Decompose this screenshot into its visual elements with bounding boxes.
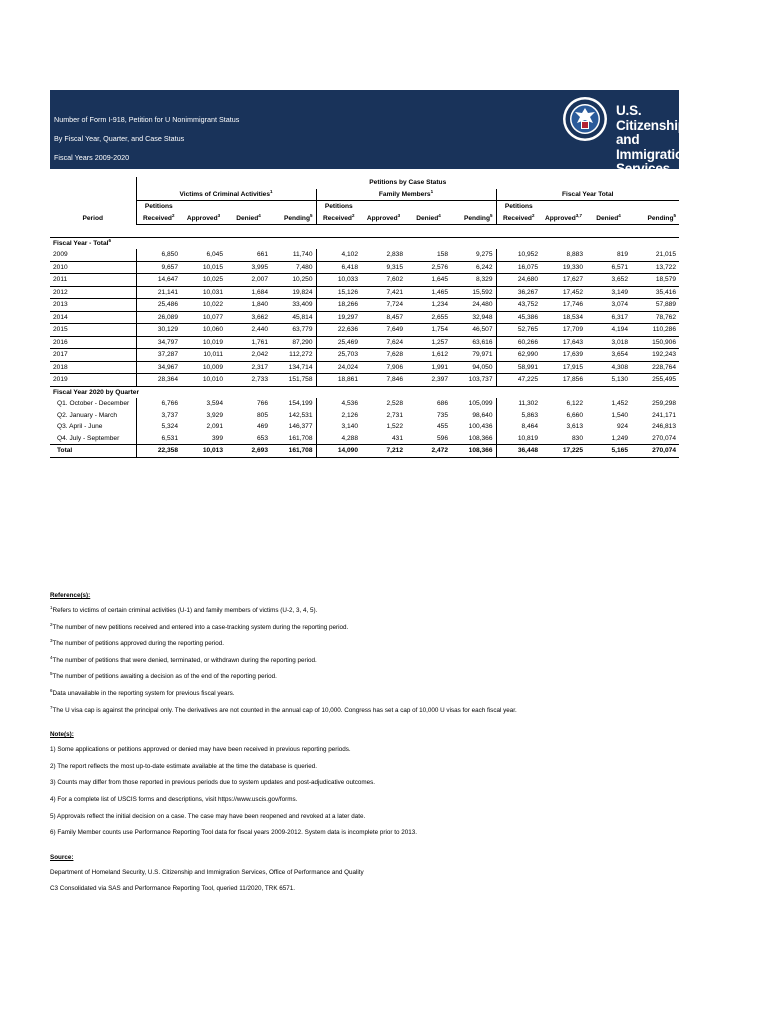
year-row — [50, 299, 679, 312]
value-cell: 1,761 — [226, 336, 271, 349]
title-line-1: Number of Form I-918, Petition for U Nonimmigrant Status — [54, 115, 240, 124]
report-title — [54, 110, 239, 167]
value-cell: 161,708 — [271, 445, 316, 458]
value-cell: 9,315 — [361, 261, 406, 274]
value-cell: 17,746 — [541, 299, 586, 312]
year-row — [50, 274, 679, 287]
value-cell: 6,418 — [316, 261, 361, 274]
value-cell: 17,627 — [541, 274, 586, 287]
section-fiscal-year-total: Fiscal Year - Total$^6$ — [53, 237, 111, 247]
value-cell: 1,645 — [406, 274, 451, 287]
total-body — [50, 445, 679, 458]
value-cell: 110,286 — [631, 324, 679, 337]
value-cell: 19,824 — [271, 286, 316, 299]
period-cell: 2012 — [50, 286, 136, 299]
col-approved: Approved$^3$ — [361, 213, 406, 225]
period-cell: Q3. April - June — [57, 423, 103, 431]
value-cell: 37,287 — [136, 349, 181, 362]
period-header: Period — [82, 215, 104, 222]
value-cell: 2,693 — [226, 445, 271, 458]
value-cell: 7,628 — [361, 349, 406, 362]
column-header-row-2 — [50, 213, 679, 225]
value-cell: 270,074 — [631, 445, 679, 458]
value-cell: 259,298 — [652, 400, 677, 408]
value-cell: 3,074 — [586, 299, 631, 312]
year-row — [50, 286, 679, 299]
period-cell: Q1. October - December — [57, 400, 130, 408]
value-cell: 17,639 — [541, 349, 586, 362]
value-cell: 24,024 — [316, 361, 361, 374]
spacer-row — [50, 225, 679, 238]
source-list — [50, 865, 679, 898]
value-cell: 10,015 — [181, 261, 226, 274]
value-cell: 17,856 — [541, 374, 586, 387]
value-cell: 10,031 — [181, 286, 226, 299]
value-cell: 4,194 — [586, 324, 631, 337]
value-cell: 24,480 — [451, 299, 496, 312]
source-item: Department of Homeland Security, U.S. Citizenship and Immigration Services, Office of Performance and Quality — [50, 868, 364, 876]
group-total: Fiscal Year Total — [496, 189, 679, 201]
value-cell: 8,457 — [361, 311, 406, 324]
reference-item: $^4$The number of petitions that were denied, terminated, or withdrawn during the reporting period. — [50, 654, 317, 664]
note-item: 1) Some applications or petitions approved or denied may have been received in previous reporting periods. — [50, 746, 351, 754]
value-cell: 151,758 — [271, 374, 316, 387]
value-cell: 150,906 — [631, 336, 679, 349]
super-header-row — [50, 177, 679, 189]
value-cell: 1,840 — [226, 299, 271, 312]
period-cell: 2016 — [50, 336, 136, 349]
value-cell: 25,486 — [136, 299, 181, 312]
value-cell: 399 — [211, 434, 223, 442]
value-cell: 7,212 — [361, 445, 406, 458]
period-cell: 2015 — [50, 324, 136, 337]
value-cell: 2,655 — [406, 311, 451, 324]
period-cell: Total — [50, 445, 136, 458]
value-cell: 2,528 — [386, 400, 403, 408]
value-cell: 15,592 — [451, 286, 496, 299]
value-cell: 9,275 — [451, 249, 496, 261]
value-cell: 6,850 — [136, 249, 181, 261]
value-cell: 686 — [436, 400, 448, 408]
col-header-line1: Petitions — [316, 201, 361, 213]
value-cell: 469 — [256, 423, 268, 431]
group-victims: Victims of Criminal Activities$^1$ — [136, 189, 316, 201]
value-cell: 8,883 — [541, 249, 586, 261]
value-cell: 62,990 — [496, 349, 541, 362]
value-cell: 1,465 — [406, 286, 451, 299]
value-cell: 1,540 — [611, 411, 628, 419]
value-cell: 25,703 — [316, 349, 361, 362]
value-cell: 25,469 — [316, 336, 361, 349]
year-row — [50, 249, 679, 261]
col-pending: Pending$^5$ — [451, 213, 496, 225]
value-cell: 63,616 — [451, 336, 496, 349]
quarter-row — [50, 421, 679, 433]
value-cell: 3,662 — [226, 311, 271, 324]
value-cell: 5,324 — [136, 421, 181, 433]
value-cell: 4,536 — [316, 398, 361, 410]
value-cell: 18,861 — [316, 374, 361, 387]
value-cell: 18,266 — [316, 299, 361, 312]
value-cell: 14,090 — [316, 445, 361, 458]
value-cell: 1,612 — [406, 349, 451, 362]
year-row — [50, 336, 679, 349]
value-cell: 6,660 — [566, 411, 583, 419]
value-cell: 78,762 — [631, 311, 679, 324]
footnotes — [50, 592, 679, 898]
col-denied: Denied$^4$ — [586, 213, 631, 225]
period-cell: 2010 — [50, 261, 136, 274]
value-cell: 10,060 — [181, 324, 226, 337]
source-heading: Source: — [50, 853, 74, 861]
value-cell: 98,640 — [472, 411, 493, 419]
value-cell: 52,765 — [496, 324, 541, 337]
notes-list — [50, 742, 679, 842]
value-cell: 6,531 — [136, 433, 181, 445]
value-cell: 1,754 — [406, 324, 451, 337]
value-cell: 7,602 — [361, 274, 406, 287]
value-cell: 819 — [586, 249, 631, 261]
period-cell: Q2. January - March — [57, 411, 118, 419]
value-cell: 270,074 — [652, 434, 677, 442]
value-cell: 8,329 — [451, 274, 496, 287]
value-cell: 45,386 — [496, 311, 541, 324]
value-cell: 7,480 — [271, 261, 316, 274]
total-row — [50, 445, 679, 458]
title-line-3: Fiscal Years 2009-2020 — [54, 153, 130, 162]
value-cell: 17,709 — [541, 324, 586, 337]
value-cell: 1,684 — [226, 286, 271, 299]
value-cell: 1,522 — [386, 423, 403, 431]
petitions-table-container — [50, 177, 679, 458]
value-cell: 2,042 — [226, 349, 271, 362]
value-cell: 3,140 — [316, 421, 361, 433]
note-item: 5) Approvals reflect the initial decision on a case. The case may have been reopened and revoked at a later date. — [50, 812, 366, 820]
value-cell: 30,129 — [136, 324, 181, 337]
value-cell: 10,077 — [181, 311, 226, 324]
value-cell: 146,377 — [288, 423, 313, 431]
value-cell: 158 — [406, 249, 451, 261]
value-cell: 17,915 — [541, 361, 586, 374]
agency-name — [616, 104, 691, 177]
value-cell: 22,358 — [136, 445, 181, 458]
value-cell: 18,579 — [631, 274, 679, 287]
value-cell: 9,657 — [136, 261, 181, 274]
agency-line-3: Services — [616, 161, 670, 176]
value-cell: 47,225 — [496, 374, 541, 387]
col-header-line1: Petitions — [496, 201, 541, 213]
value-cell: 34,797 — [136, 336, 181, 349]
header-banner — [50, 90, 692, 176]
value-cell: 103,737 — [451, 374, 496, 387]
value-cell: 11,302 — [496, 398, 541, 410]
col-denied: Denied$^4$ — [406, 213, 451, 225]
quarter-row — [50, 398, 679, 410]
value-cell: 16,075 — [496, 261, 541, 274]
value-cell: 87,290 — [271, 336, 316, 349]
value-cell: 7,846 — [361, 374, 406, 387]
value-cell: 6,122 — [566, 400, 583, 408]
value-cell: 7,421 — [361, 286, 406, 299]
value-cell: 10,250 — [271, 274, 316, 287]
value-cell: 34,967 — [136, 361, 181, 374]
value-cell: 192,243 — [631, 349, 679, 362]
value-cell: 2,317 — [226, 361, 271, 374]
year-row — [50, 324, 679, 337]
references-list — [50, 603, 679, 719]
col-header-line1: Petitions — [136, 201, 181, 213]
year-row — [50, 361, 679, 374]
reference-item: $^2$The number of new petitions received and entered into a case-tracking system during the reporting period. — [50, 621, 349, 631]
value-cell: 19,330 — [541, 261, 586, 274]
value-cell: 3,613 — [566, 423, 583, 431]
value-cell: 11,740 — [271, 249, 316, 261]
value-cell: 241,171 — [652, 411, 677, 419]
value-cell: 2,126 — [316, 410, 361, 422]
col-approved: Approved$^3$ — [181, 213, 226, 225]
section-fy2020-quarters: Fiscal Year 2020 by Quarter — [53, 388, 140, 396]
value-cell: 255,495 — [631, 374, 679, 387]
col-received: Received$^2$ — [136, 213, 181, 225]
value-cell: 36,448 — [496, 445, 541, 458]
value-cell: 33,409 — [271, 299, 316, 312]
value-cell: 2,091 — [206, 423, 223, 431]
quarter-row — [50, 433, 679, 445]
value-cell: 134,714 — [271, 361, 316, 374]
value-cell: 805 — [256, 411, 268, 419]
value-cell: 3,654 — [586, 349, 631, 362]
period-cell: 2017 — [50, 349, 136, 362]
value-cell: 10,819 — [496, 433, 541, 445]
value-cell: 35,416 — [631, 286, 679, 299]
note-item: 4) For a complete list of USCIS forms and descriptions, visit https://www.uscis.gov/forms. — [50, 795, 298, 803]
value-cell: 8,464 — [496, 421, 541, 433]
column-header-row-1 — [50, 201, 679, 213]
period-cell: 2018 — [50, 361, 136, 374]
value-cell: 10,025 — [181, 274, 226, 287]
value-cell: 735 — [436, 411, 448, 419]
dhs-seal-icon — [562, 96, 608, 142]
value-cell: 2,576 — [406, 261, 451, 274]
group-header-row — [50, 189, 679, 201]
col-pending: Pending$^5$ — [271, 213, 316, 225]
value-cell: 431 — [391, 434, 403, 442]
value-cell: 10,033 — [316, 274, 361, 287]
value-cell: 21,141 — [136, 286, 181, 299]
value-cell: 112,272 — [271, 349, 316, 362]
col-approved: Approved$^{3,7}$ — [541, 213, 586, 225]
value-cell: 455 — [436, 423, 448, 431]
value-cell: 10,009 — [181, 361, 226, 374]
value-cell: 10,952 — [496, 249, 541, 261]
value-cell: 830 — [571, 434, 583, 442]
value-cell: 161,708 — [288, 434, 313, 442]
value-cell: 6,317 — [586, 311, 631, 324]
value-cell: 661 — [226, 249, 271, 261]
value-cell: 2,838 — [361, 249, 406, 261]
value-cell: 3,929 — [206, 411, 223, 419]
value-cell: 18,534 — [541, 311, 586, 324]
value-cell: 7,624 — [361, 336, 406, 349]
value-cell: 26,089 — [136, 311, 181, 324]
value-cell: 17,225 — [541, 445, 586, 458]
value-cell: 3,737 — [136, 410, 181, 422]
value-cell: 3,018 — [586, 336, 631, 349]
col-pending: Pending$^5$ — [631, 213, 679, 225]
col-received: Received$^2$ — [496, 213, 541, 225]
value-cell: 2,472 — [406, 445, 451, 458]
value-cell: 3,594 — [206, 400, 223, 408]
period-cell: 2019 — [50, 374, 136, 387]
petitions-table — [50, 177, 679, 458]
value-cell: 4,102 — [316, 249, 361, 261]
reference-item: $^5$The number of petitions awaiting a decision as of the end of the reporting period. — [50, 671, 277, 681]
value-cell: 653 — [256, 434, 268, 442]
value-cell: 19,297 — [316, 311, 361, 324]
value-cell: 108,366 — [451, 445, 496, 458]
value-cell: 45,814 — [271, 311, 316, 324]
value-cell: 32,948 — [451, 311, 496, 324]
value-cell: 6,766 — [136, 398, 181, 410]
col-received: Received$^2$ — [316, 213, 361, 225]
value-cell: 28,364 — [136, 374, 181, 387]
col-denied: Denied$^4$ — [226, 213, 271, 225]
value-cell: 94,050 — [451, 361, 496, 374]
year-row — [50, 261, 679, 274]
value-cell: 108,366 — [468, 434, 493, 442]
value-cell: 1,234 — [406, 299, 451, 312]
value-cell: 10,022 — [181, 299, 226, 312]
reference-item: $^1$Refers to victims of certain criminal activities (U-1) and family members of victims (U-2, 3, 4, 5). — [50, 604, 318, 614]
note-item: 2) The report reflects the most up-to-date estimate available at the time the database is queried. — [50, 762, 317, 770]
value-cell: 105,099 — [468, 400, 493, 408]
value-cell: 924 — [616, 423, 628, 431]
notes-heading: Note(s): — [50, 731, 74, 739]
quarter-row — [50, 410, 679, 422]
value-cell: 22,636 — [316, 324, 361, 337]
source-item: C3 Consolidated via SAS and Performance Reporting Tool, queried 11/2020, TRK 6571. — [50, 885, 296, 893]
references-heading: Reference(s): — [50, 592, 91, 599]
value-cell: 3,995 — [226, 261, 271, 274]
reference-item: $^3$The number of petitions approved during the reporting period. — [50, 638, 225, 648]
value-cell: 6,242 — [451, 261, 496, 274]
value-cell: 246,813 — [652, 423, 677, 431]
value-cell: 60,266 — [496, 336, 541, 349]
value-cell: 24,680 — [496, 274, 541, 287]
value-cell: 10,019 — [181, 336, 226, 349]
title-line-2: By Fiscal Year, Quarter, and Case Status — [54, 134, 185, 143]
value-cell: 14,647 — [136, 274, 181, 287]
agency-line-1: U.S. Citizenship — [616, 103, 686, 133]
value-cell: 596 — [436, 434, 448, 442]
value-cell: 1,452 — [611, 400, 628, 408]
value-cell: 7,649 — [361, 324, 406, 337]
period-cell: 2013 — [50, 299, 136, 312]
group-family: Family Members$^1$ — [316, 189, 496, 201]
value-cell: 5,863 — [496, 410, 541, 422]
value-cell: 1,249 — [611, 434, 628, 442]
value-cell: 43,752 — [496, 299, 541, 312]
period-cell: 2011 — [50, 274, 136, 287]
value-cell: 13,722 — [631, 261, 679, 274]
super-header: Petitions by Case Status — [136, 177, 679, 189]
year-row — [50, 311, 679, 324]
value-cell: 2,733 — [226, 374, 271, 387]
years-body — [50, 249, 679, 386]
value-cell: 10,010 — [181, 374, 226, 387]
value-cell: 766 — [256, 400, 268, 408]
note-item: 6) Family Member counts use Performance Reporting Tool data for fiscal years 2009-2012. System data is incomplete prior to 2013. — [50, 829, 418, 837]
value-cell: 46,507 — [451, 324, 496, 337]
agency-line-2: and Immigration — [616, 132, 692, 162]
value-cell: 63,779 — [271, 324, 316, 337]
value-cell: 6,045 — [181, 249, 226, 261]
period-cell: Q4. July - September — [57, 434, 120, 442]
reference-item: $^6$Data unavailable in the reporting system for previous fiscal years. — [50, 687, 235, 697]
value-cell: 17,643 — [541, 336, 586, 349]
value-cell: 7,724 — [361, 299, 406, 312]
value-cell: 6,571 — [586, 261, 631, 274]
value-cell: 57,889 — [631, 299, 679, 312]
value-cell: 21,015 — [631, 249, 679, 261]
value-cell: 100,436 — [468, 423, 493, 431]
note-item: 3) Counts may differ from those reported in previous periods due to system updates and post-adjudicative outcomes. — [50, 779, 376, 787]
value-cell: 5,165 — [586, 445, 631, 458]
value-cell: 10,013 — [181, 445, 226, 458]
period-cell: 2014 — [50, 311, 136, 324]
value-cell: 3,149 — [586, 286, 631, 299]
value-cell: 2,731 — [386, 411, 403, 419]
value-cell: 2,007 — [226, 274, 271, 287]
value-cell: 2,397 — [406, 374, 451, 387]
period-cell: 2009 — [50, 249, 136, 261]
value-cell: 4,288 — [316, 433, 361, 445]
value-cell: 79,971 — [451, 349, 496, 362]
value-cell: 4,308 — [586, 361, 631, 374]
value-cell: 228,764 — [631, 361, 679, 374]
value-cell: 2,440 — [226, 324, 271, 337]
value-cell: 10,011 — [181, 349, 226, 362]
value-cell: 58,991 — [496, 361, 541, 374]
quarters-body — [50, 398, 679, 445]
reference-item: $^7$The U visa cap is against the principal only. The derivatives are not counted in the annual cap of 10,000. Congress has set a cap of 10,000 U visas for each fiscal year. — [50, 704, 517, 714]
value-cell: 1,257 — [406, 336, 451, 349]
value-cell: 15,126 — [316, 286, 361, 299]
year-row — [50, 374, 679, 387]
value-cell: 36,267 — [496, 286, 541, 299]
value-cell: 154,199 — [288, 400, 313, 408]
value-cell: 5,130 — [586, 374, 631, 387]
value-cell: 1,991 — [406, 361, 451, 374]
value-cell: 17,452 — [541, 286, 586, 299]
value-cell: 142,531 — [288, 411, 313, 419]
value-cell: 7,906 — [361, 361, 406, 374]
value-cell: 3,652 — [586, 274, 631, 287]
year-row — [50, 349, 679, 362]
